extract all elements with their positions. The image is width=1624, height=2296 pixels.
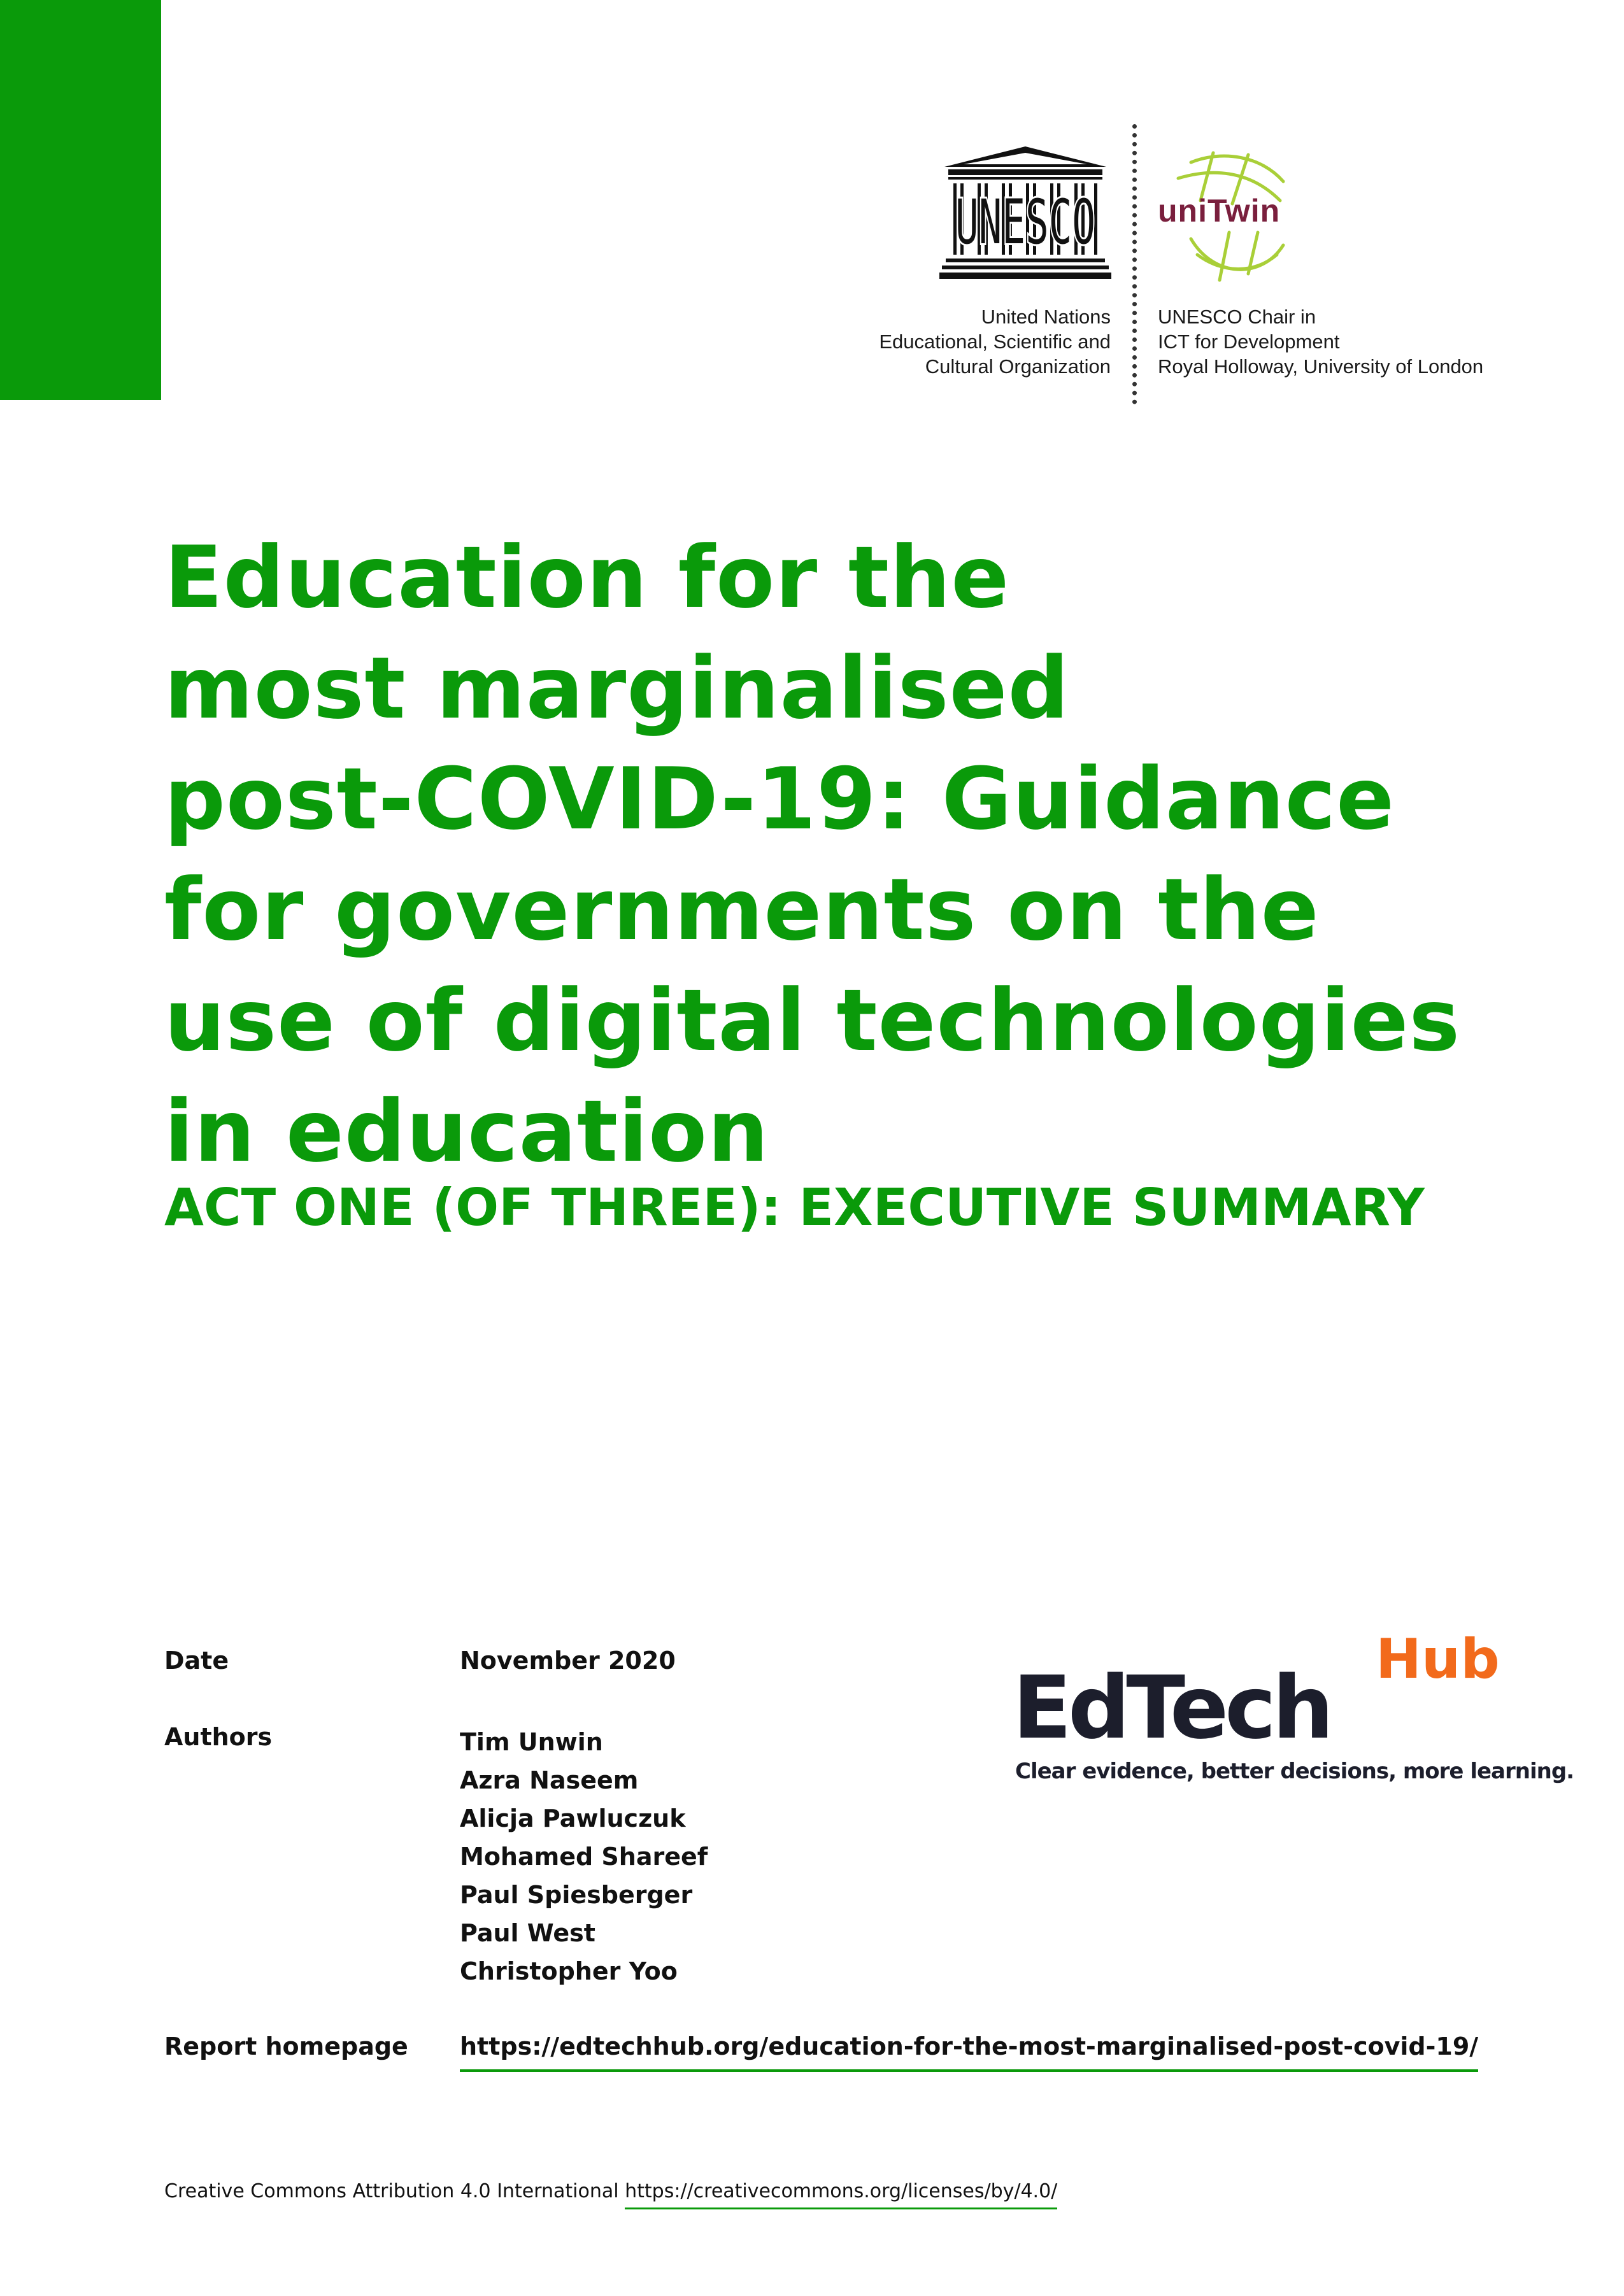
homepage-label: Report homepage [164,2032,408,2060]
author-name: Paul West [460,1919,595,1947]
unitwin-caption-line: UNESCO Chair in [1158,306,1316,328]
unesco-caption [764,304,1111,379]
unesco-caption-line: United Nations [981,306,1111,328]
edtech-wordmark: EdTech [1013,1658,1330,1759]
report-title [164,522,1565,1187]
unesco-temple-icon [939,145,1111,287]
author-name: Tim Unwin [460,1728,603,1756]
homepage-link[interactable]: https://edtechhub.org/education-for-the-most-marginalised-post-covid-19/ [460,2032,1478,2072]
title-line: most marginalised [164,639,1070,738]
title-line: use of digital technologies [164,971,1461,1070]
unesco-wordmark: UNESCO [955,187,1095,258]
logo-divider [1132,124,1137,404]
author-name: Azra Naseem [460,1766,639,1794]
authors-list [460,1723,708,1990]
title-line: for governments on the [164,860,1320,960]
title-line: post-COVID-19: Guidance [164,749,1395,849]
unesco-caption-line: Cultural Organization [925,355,1111,378]
author-name: Paul Spiesberger [460,1881,693,1909]
date-label: Date [164,1647,229,1675]
unitwin-caption-line: ICT for Development [1158,330,1340,353]
authors-label: Authors [164,1723,273,1751]
author-name: Mohamed Shareef [460,1843,708,1871]
hub-wordmark: Hub [1376,1627,1500,1691]
title-line: Education for the [164,528,1010,627]
title-line: in education [164,1082,769,1181]
date-value: November 2020 [460,1647,676,1675]
unitwin-caption-line: Royal Holloway, University of London [1158,355,1484,378]
edtech-hub-logo [1013,1627,1535,1759]
report-subtitle: ACT ONE (OF THREE): EXECUTIVE SUMMARY [164,1178,1425,1237]
unesco-caption-line: Educational, Scientific and [879,330,1111,353]
unitwin-caption [1158,304,1616,379]
author-name: Alicja Pawluczuk [460,1804,686,1832]
edtech-tagline: Clear evidence, better decisions, more learning. [1015,1759,1574,1784]
license-link[interactable]: https://creativecommons.org/licenses/by/4.0/ [625,2180,1057,2209]
author-name: Christopher Yoo [460,1957,678,1985]
corner-green-block [0,0,161,400]
license-notice [164,2180,1057,2202]
license-text: Creative Commons Attribution 4.0 International [164,2180,619,2202]
unitwin-wordmark: uniTwin [1158,193,1281,229]
